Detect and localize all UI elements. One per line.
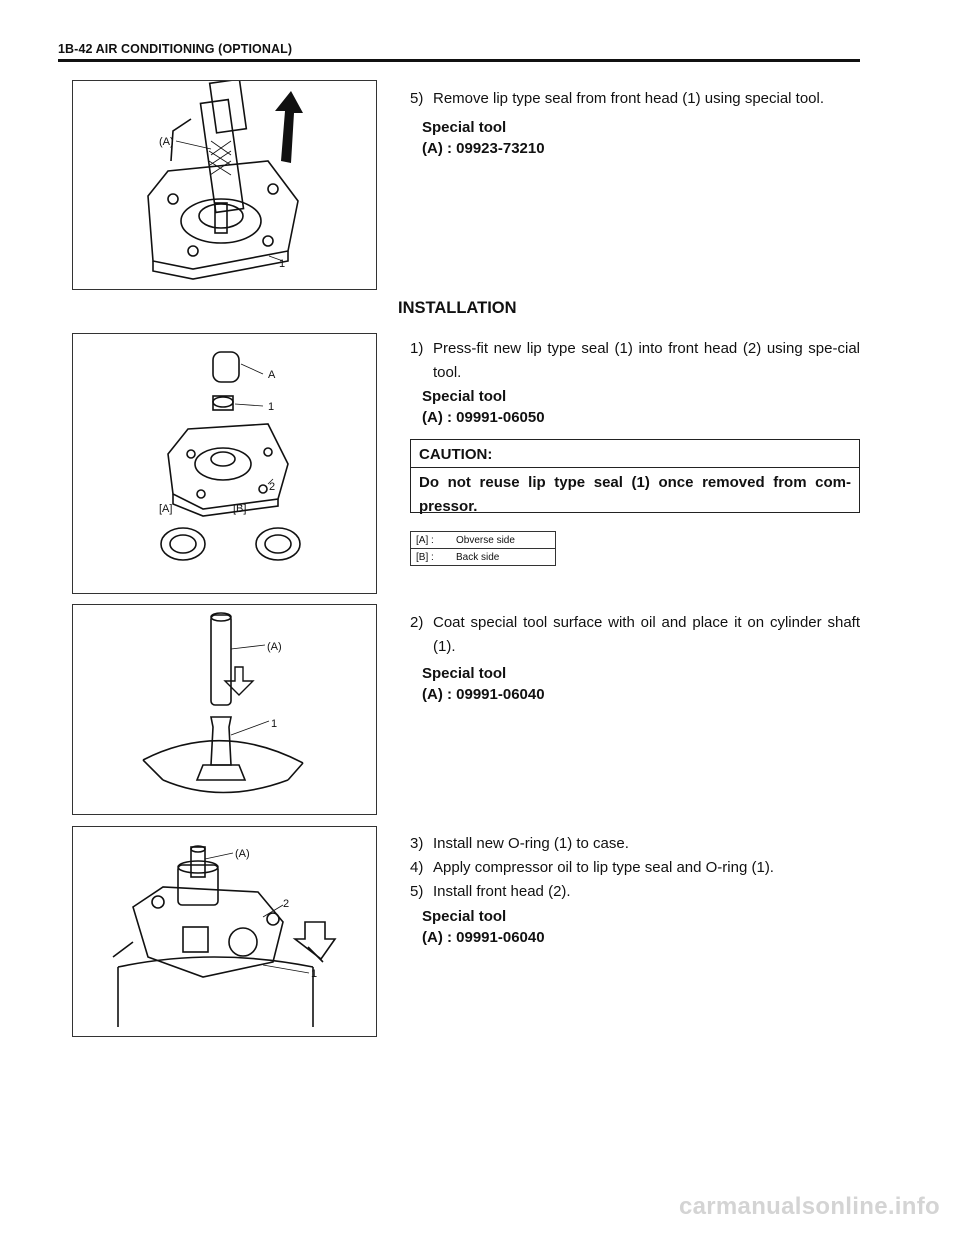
- step-number: 4): [410, 859, 424, 876]
- step-text: Apply compressor oil to lip type seal and O-ring (1).: [433, 859, 774, 876]
- label-side-b: [B]: [233, 503, 247, 515]
- front-head-install-illustration: [73, 827, 376, 1036]
- special-tool-value: (A) : 09923-73210: [422, 140, 545, 157]
- label-1: 1: [311, 968, 318, 980]
- label-1: 1: [268, 401, 275, 413]
- label-1: 1: [271, 718, 278, 730]
- special-tool-label: Special tool: [422, 119, 507, 136]
- legend-value: Back side: [451, 549, 556, 566]
- step-text: Press-fit new lip type seal (1) into front head (2) using spe-cial tool.: [433, 340, 860, 381]
- caution-text: Do not reuse lip type seal (1) once removed from com-pressor.: [419, 474, 851, 515]
- step-number: 5): [410, 90, 424, 107]
- label-a: (A): [267, 641, 282, 653]
- installation-step-1: [410, 337, 860, 385]
- installation-step-2: [410, 611, 860, 659]
- label-2: 2: [269, 481, 276, 493]
- label-a: (A): [159, 136, 174, 148]
- label-2: 2: [283, 898, 290, 910]
- step-number: 1): [410, 340, 424, 357]
- legend-row: [411, 549, 556, 566]
- legend-value: Obverse side: [451, 532, 556, 549]
- watermark: carmanualsonline.info: [678, 1193, 940, 1220]
- caution-title: CAUTION:: [419, 446, 493, 463]
- installation-step-3: [410, 832, 860, 856]
- seal-pressfit-illustration: [73, 334, 376, 593]
- special-tool-label: Special tool: [422, 388, 507, 405]
- special-tool-label: Special tool: [422, 908, 507, 925]
- figure-seal-pressfit: [72, 333, 377, 594]
- legend-key: [A] :: [411, 532, 452, 549]
- step-number: 5): [410, 883, 424, 900]
- removal-step-5: [410, 87, 860, 111]
- special-tool-value: (A) : 09991-06050: [422, 409, 545, 426]
- label-side-a: [A]: [159, 503, 173, 515]
- figure-front-head-install: [72, 826, 377, 1037]
- legend-table: [410, 531, 556, 566]
- caution-box: [410, 439, 860, 513]
- page-header: 1B-42 AIR CONDITIONING (OPTIONAL): [58, 42, 293, 56]
- step-text: Install new O-ring (1) to case.: [433, 835, 629, 852]
- caution-divider: [411, 467, 859, 468]
- step-text: Remove lip type seal from front head (1) using special tool.: [433, 90, 825, 107]
- special-tool-value: (A) : 09991-06040: [422, 686, 545, 703]
- seal-removal-illustration: [73, 81, 376, 289]
- figure-cylinder-shaft: [72, 604, 377, 815]
- header-rule: [58, 59, 860, 62]
- legend-row: [411, 532, 556, 549]
- label-a: A: [268, 369, 276, 381]
- step-text: Install front head (2).: [433, 883, 571, 900]
- special-tool-label: Special tool: [422, 665, 507, 682]
- step-number: 3): [410, 835, 424, 852]
- section-title-installation: INSTALLATION: [398, 299, 517, 317]
- installation-step-5: [410, 880, 860, 904]
- installation-step-4: [410, 856, 860, 880]
- legend-key: [B] :: [411, 549, 452, 566]
- label-1: 1: [279, 258, 286, 270]
- special-tool-value: (A) : 09991-06040: [422, 929, 545, 946]
- step-text: Coat special tool surface with oil and place it on cylinder shaft (1).: [433, 614, 860, 655]
- step-number: 2): [410, 614, 424, 631]
- figure-seal-removal: [72, 80, 377, 290]
- cylinder-shaft-illustration: [73, 605, 376, 814]
- label-a: (A): [235, 848, 250, 860]
